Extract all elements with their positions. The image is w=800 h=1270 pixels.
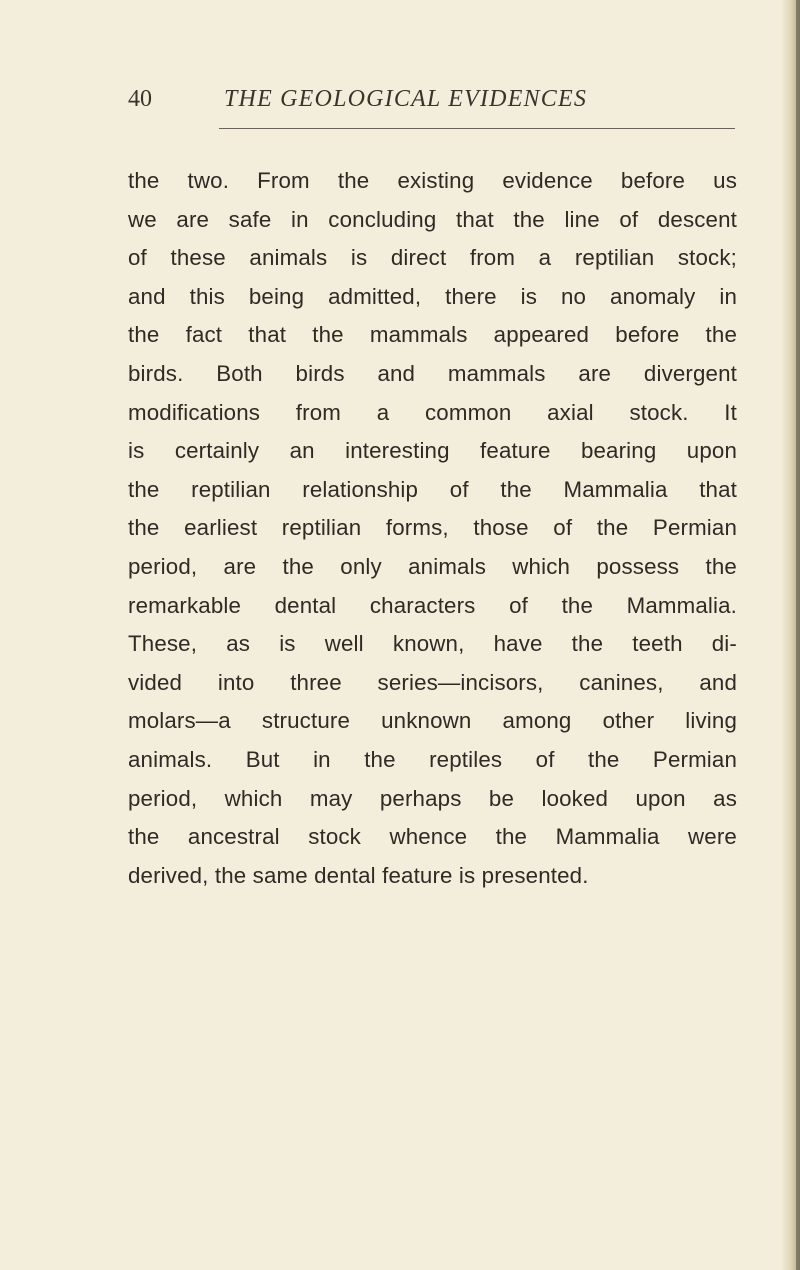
text-line: remarkable dental characters of the Mammalia.	[128, 592, 737, 618]
text-line: period, are the only animals which possess the	[128, 553, 737, 579]
text-line: the fact that the mammals appeared before the	[128, 322, 737, 348]
text-line: is certainly an interesting feature bearing upon	[128, 438, 737, 464]
text-line: period, which may perhaps be looked upon as	[128, 785, 737, 811]
page-edge-dark	[796, 0, 800, 1270]
text-line: modifications from a common axial stock. It	[128, 399, 737, 425]
page-number: 40	[128, 86, 152, 112]
text-line: of these animals is direct from a reptilian stock;	[128, 245, 737, 271]
text-line: we are safe in concluding that the line of descent	[128, 206, 737, 232]
text-line: the earliest reptilian forms, those of the Permian	[128, 515, 737, 541]
text-line: and this being admitted, there is no anomaly in	[128, 283, 737, 309]
text-line: vided into three series—incisors, canines, and	[128, 669, 737, 695]
running-title: THE GEOLOGICAL EVIDENCES	[224, 86, 588, 112]
text-line: These, as is well known, have the teeth di-	[128, 631, 737, 657]
page-header	[128, 86, 738, 126]
body-text	[128, 162, 737, 895]
header-rule	[219, 128, 735, 129]
text-line: birds. Both birds and mammals are divergent	[128, 360, 737, 386]
text-line-last: derived, the same dental feature is presented.	[128, 862, 589, 888]
text-line: molars—a structure unknown among other living	[128, 708, 737, 734]
text-line: the ancestral stock whence the Mammalia were	[128, 824, 737, 850]
text-line: the reptilian relationship of the Mammalia that	[128, 476, 737, 502]
text-line: animals. But in the reptiles of the Permian	[128, 746, 737, 772]
text-line: the two. From the existing evidence before us	[128, 168, 737, 193]
